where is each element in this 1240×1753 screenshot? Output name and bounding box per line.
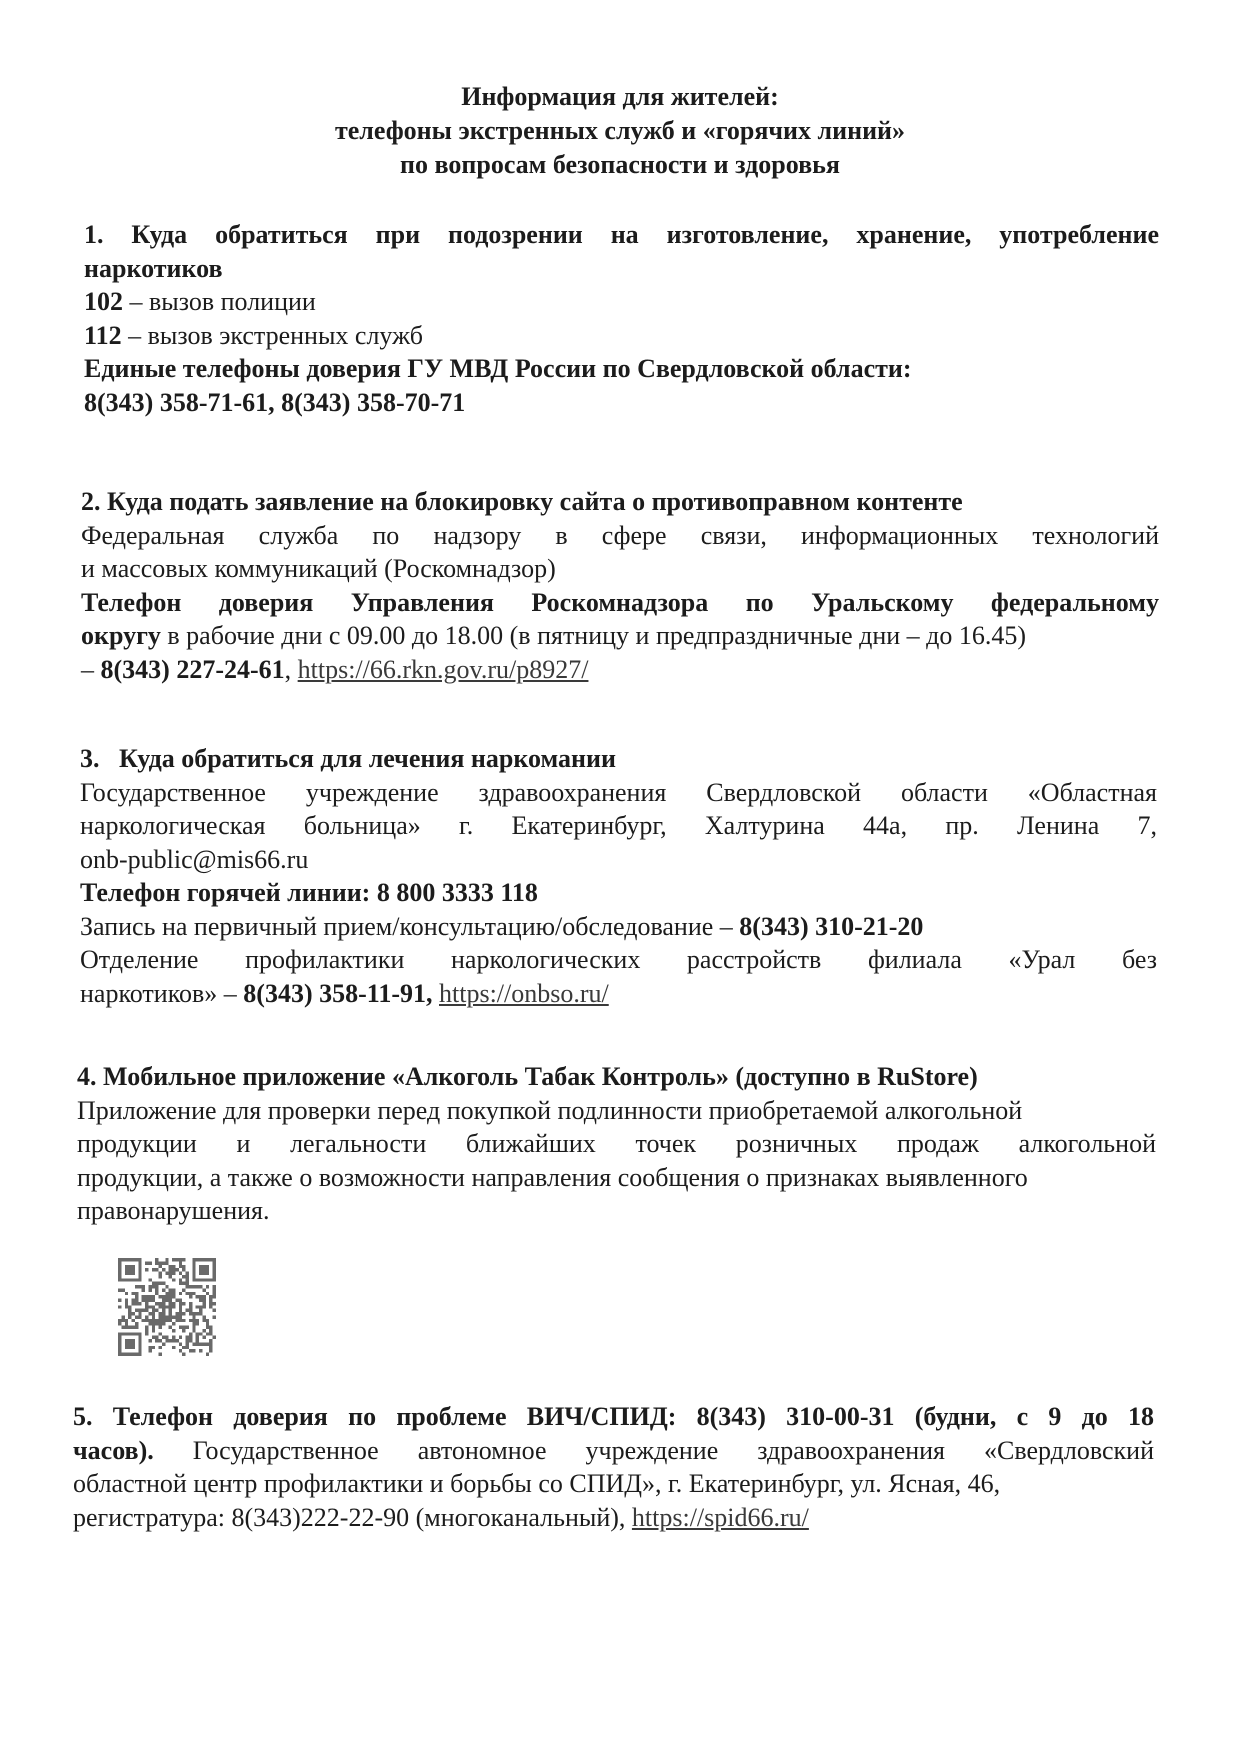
section-5-body-line-3: областной центр профилактики и борьбы со СПИД», г. Екатеринбург, ул. Ясная, 46, (73, 1469, 1001, 1498)
emergency-number: 112 (84, 320, 122, 350)
section-2-body-line-1: Федеральная служба по надзору в сфере связи, информационных технологий (81, 520, 1159, 550)
section-2-body-line-2: и массовых коммуникаций (Роскомнадзор) (81, 554, 556, 583)
police-text: – вызов полиции (123, 287, 316, 316)
section-1-heading-line-2: наркотиков (84, 253, 223, 283)
police-number: 102 (84, 287, 123, 316)
section-5-heading-line-1: 5. Телефон доверия по проблеме ВИЧ/СПИД: 8(343) 310-00-31 (будни, с 9 до 18 (73, 1402, 1154, 1431)
section-2-heading: 2. Куда подать заявление на блокировку сайта о противоправном контенте (81, 487, 963, 516)
section-2-comma: , (284, 654, 298, 684)
section-2-hours: в рабочие дни с 09.00 до 18.00 (в пятницу и предпраздничные дни – до 16.45) (160, 621, 1027, 650)
section-4-heading: 4. Мобильное приложение «Алкоголь Табак Контроль» (доступно в RuStore) (77, 1062, 978, 1091)
section-2-hours-line (81, 619, 1159, 653)
trust-phones-heading: Единые телефоны доверия ГУ МВД России по Свердловской области: (84, 354, 912, 383)
section-4 (77, 1060, 1156, 1228)
hotline: Телефон горячей линии: 8 800 3333 118 (80, 878, 538, 907)
section-2-phone-line (81, 653, 1159, 687)
document-title (0, 80, 1240, 182)
title-line-3: по вопросам безопасности и здоровья (400, 150, 840, 179)
section-3-dept-line-2 (80, 977, 1157, 1011)
rkn-link[interactable]: https://66.rkn.gov.ru/p8927/ (297, 654, 589, 684)
section-5-body-line-2 (73, 1434, 1154, 1468)
section-5-heading-line-2: часов). (73, 1435, 154, 1465)
section-1-heading-line-1: 1. Куда обратиться при подозрении на изготовление, хранение, употребление (84, 220, 1159, 249)
section-3-body-line-1: Государственное учреждение здравоохранения Свердловской области «Областная (80, 777, 1157, 807)
rkn-phone: 8(343) 227-24-61 (100, 654, 285, 684)
appointment-line (80, 910, 1157, 944)
section-5-body-line-4 (73, 1501, 1154, 1535)
police-line (84, 285, 1159, 319)
qr-code-icon (118, 1258, 216, 1356)
section-4-body-line-2: продукции и легальности ближайших точек розничных продаж алкогольной (77, 1129, 1156, 1158)
dept-phone: 8(343) 358-11-91, (243, 978, 433, 1008)
hospital-email: onb-public@mis66.ru (80, 844, 309, 874)
appointment-text: Запись на первичный прием/консультацию/обследование – (80, 911, 740, 941)
section-1 (84, 218, 1159, 419)
section-2-dash: – (81, 654, 101, 684)
section-3-body-line-2: наркологическая больница» г. Екатеринбург, Халтурина 44а, пр. Ленина 7, (80, 811, 1157, 840)
appointment-phone: 8(343) 310-21-20 (739, 911, 924, 941)
title-line-2: телефоны экстренных служб и «горячих линий» (334, 116, 906, 145)
section-5-body-line-2-rest: Государственное автономное учреждение здравоохранения «Свердловский (153, 1435, 1154, 1465)
section-4-body-line-1: Приложение для проверки перед покупкой подлинности приобретаемой алкогольной (77, 1095, 1023, 1125)
onbso-link[interactable]: https://onbso.ru/ (439, 978, 609, 1008)
section-2-phone-heading-line-2: округу (81, 621, 161, 650)
section-3 (80, 742, 1157, 1010)
section-2-phone-heading-line-1: Телефон доверия Управления Роскомнадзора по Уральскому федеральному (81, 587, 1159, 617)
title-line-1: Информация для жителей: (461, 82, 779, 111)
emergency-line (84, 319, 1159, 353)
emergency-text: – вызов экстренных служб (121, 320, 423, 350)
section-3-dept-line-1: Отделение профилактики наркологических расстройств филиала «Урал без (80, 945, 1157, 974)
section-3-heading: 3. Куда обратиться для лечения наркомании (80, 744, 616, 773)
trust-phones: 8(343) 358-71-61, 8(343) 358-70-71 (84, 387, 466, 417)
dept-text: наркотиков» – (80, 978, 244, 1008)
section-4-body-line-4: правонарушения. (77, 1196, 270, 1225)
registry-text: регистратура: 8(343)222-22-90 (многоканальный), (73, 1502, 632, 1532)
section-5 (73, 1400, 1154, 1534)
spid66-link[interactable]: https://spid66.ru/ (631, 1502, 809, 1532)
section-2 (81, 485, 1159, 686)
section-4-body-line-3: продукции, а также о возможности направления сообщения о признаках выявленного (77, 1162, 1028, 1192)
